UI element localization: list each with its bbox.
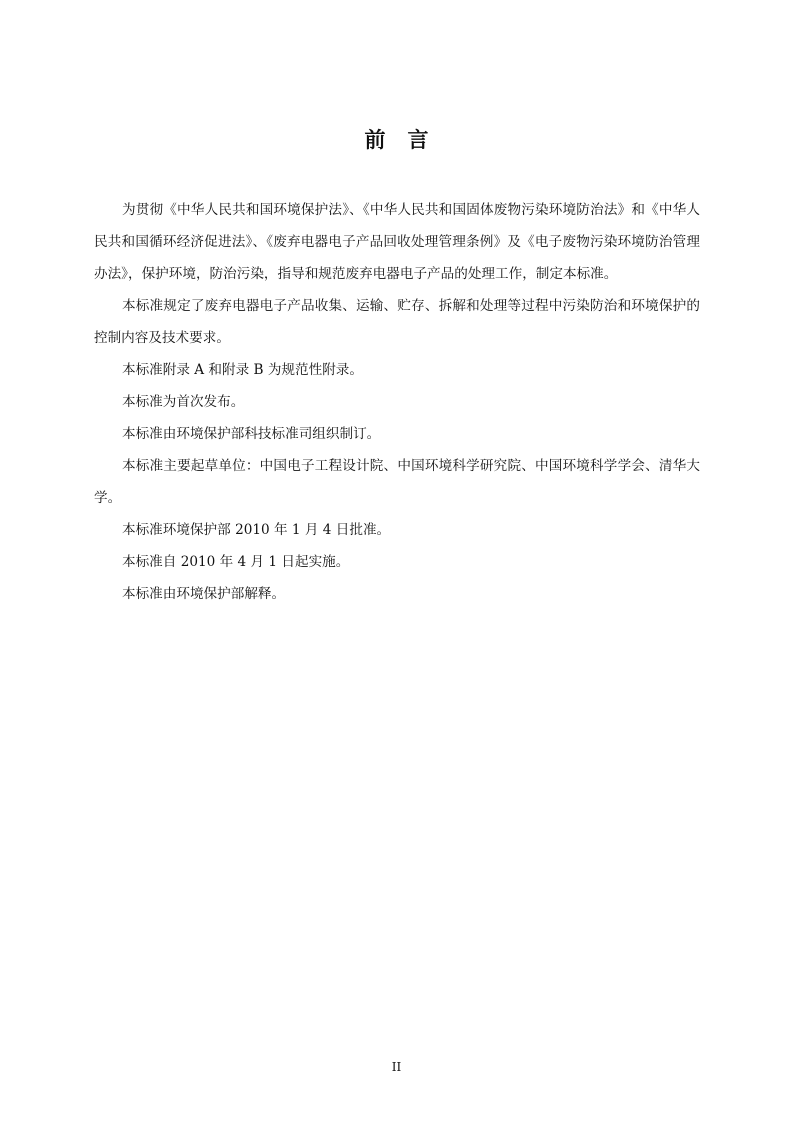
paragraph-effective-date: 本标准自 2010 年 4 月 1 日起实施。	[122, 554, 350, 570]
paragraph-organizer: 本标准由环境保护部科技标准司组织制订。	[122, 426, 381, 442]
paragraph-approval: 本标准环境保护部 2010 年 1 月 4 日批准。	[122, 522, 391, 538]
page-number: II	[391, 1060, 402, 1074]
paragraph-drafters: 本标准主要起草单位：中国电子工程设计院、中国环境科学研究院、中国环境科学学会、清华大学。	[94, 458, 700, 506]
paragraph-purpose: 为贯彻《中华人民共和国环境保护法》、《中华人民共和国固体废物污染环境防治法》和《中华人民共和国循环经济促进法》、《废弃电器电子产品回收处理管理条例》及《电子废物污染环境防治管理办法》，保护环境，防治污染，指导和规范废弃电器电子产品的处理工作，制定本标准。	[94, 202, 700, 282]
paragraph-appendix: 本标准附录 A 和附录 B 为规范性附录。	[122, 362, 363, 378]
preface-body	[94, 194, 700, 610]
paragraph-scope: 本标准规定了废弃电器电子产品收集、运输、贮存、拆解和处理等过程中污染防治和环境保护的控制内容及技术要求。	[94, 298, 700, 346]
page-title: 前言	[364, 128, 451, 152]
paragraph-interpretation: 本标准由环境保护部解释。	[122, 586, 286, 602]
paragraph-first-release: 本标准为首次发布。	[122, 394, 245, 410]
